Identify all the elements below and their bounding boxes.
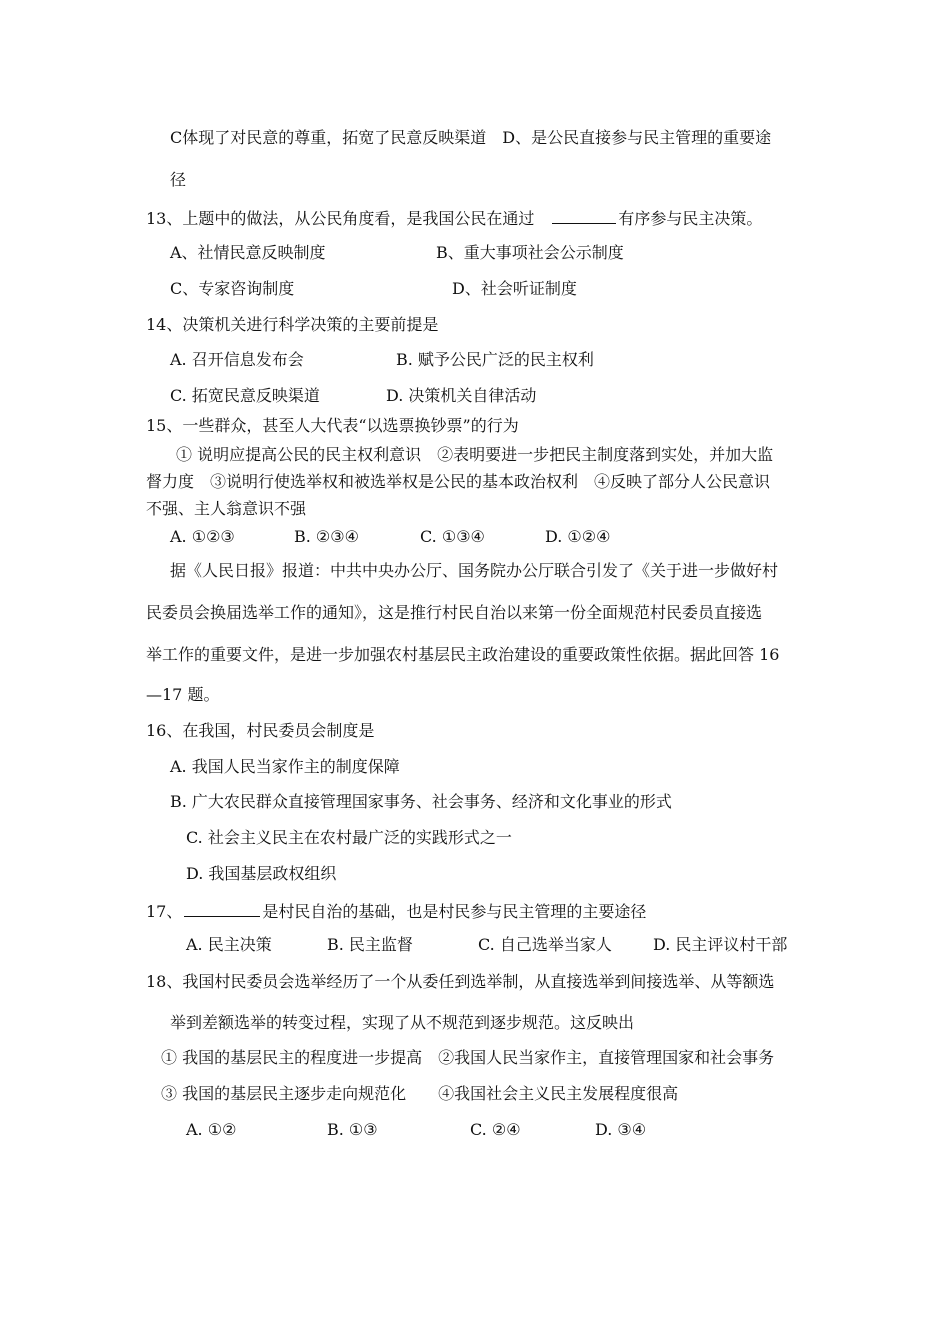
passage-line-1: 据《人民日报》报道：中共中央办公厅、国务院办公厅联合引发了《关于进一步做好村 xyxy=(170,561,779,580)
question-17-option-b: B. 民主监督 xyxy=(327,935,413,954)
question-16-option-b: B. 广大农民群众直接管理国家事务、社会事务、经济和文化事业的形式 xyxy=(170,792,672,811)
question-17-blank xyxy=(184,900,260,917)
question-14: 14、决策机关进行科学决策的主要前提是 xyxy=(146,315,439,334)
question-14-option-b: B. 赋予公民广泛的民主权利 xyxy=(396,350,594,369)
question-18-statements-1: ① 我国的基层民主的程度进一步提高 ②我国人民当家作主，直接管理国家和社会事务 xyxy=(161,1048,775,1067)
question-15: 15、一些群众，甚至人大代表“以选票换钞票”的行为 xyxy=(146,416,519,435)
question-14-option-c: C. 拓宽民意反映渠道 xyxy=(170,386,320,405)
question-13-text-before: 13、上题中的做法，从公民角度看，是我国公民在通过 xyxy=(146,209,535,228)
question-16: 16、在我国，村民委员会制度是 xyxy=(146,721,375,740)
question-14-option-d: D. 决策机关自律活动 xyxy=(386,386,537,405)
question-17-number: 17、 xyxy=(146,902,183,921)
question-13-blank xyxy=(552,207,616,224)
question-16-option-a: A. 我国人民当家作主的制度保障 xyxy=(170,757,400,776)
question-15-option-b: B. ②③④ xyxy=(294,527,359,546)
question-13 xyxy=(146,207,762,229)
question-13-text-after: 有序参与民主决策。 xyxy=(618,209,763,228)
question-16-option-c: C. 社会主义民主在农村最广泛的实践形式之一 xyxy=(186,828,512,847)
question-16-option-d: D. 我国基层政权组织 xyxy=(186,864,337,883)
question-15-statements-2: 督力度 ③说明行使选举权和被选举权是公民的基本政治权利 ④反映了部分人公民意识 xyxy=(146,472,771,491)
question-18-option-a: A. ①② xyxy=(186,1120,237,1139)
question-13-option-a: A、社情民意反映制度 xyxy=(170,243,326,262)
question-18-option-c: C. ②④ xyxy=(470,1120,521,1139)
question-17-option-d: D. 民主评议村干部 xyxy=(653,935,788,954)
question-18-option-b: B. ①③ xyxy=(327,1120,378,1139)
question-15-option-d: D. ①②④ xyxy=(545,527,611,546)
question-15-option-c: C. ①③④ xyxy=(420,527,485,546)
question-13-option-b: B、重大事项社会公示制度 xyxy=(436,243,624,262)
question-13-option-d: D、社会听证制度 xyxy=(452,279,577,298)
q12-option-c-d-line: C体现了对民意的尊重，拓宽了民意反映渠道 D、是公民直接参与民主管理的重要途 xyxy=(170,128,772,147)
q12-option-d-continuation: 径 xyxy=(170,170,187,189)
question-15-option-a: A. ①②③ xyxy=(170,527,235,546)
passage-line-2: 民委员会换届选举工作的通知》，这是推行村民自治以来第一份全面规范村民委员直接选 xyxy=(146,603,763,622)
question-17-option-c: C. 自己选举当家人 xyxy=(478,935,612,954)
question-15-statements-3: 不强、主人翁意识不强 xyxy=(146,499,307,518)
question-17 xyxy=(146,900,646,922)
question-13-option-c: C、专家咨询制度 xyxy=(170,279,295,298)
question-18-line-1: 18、我国村民委员会选举经历了一个从委任到选举制，从直接选举到间接选举、从等额选 xyxy=(146,972,775,991)
question-14-option-a: A. 召开信息发布会 xyxy=(170,350,304,369)
question-18-option-d: D. ③④ xyxy=(595,1120,647,1139)
question-17-text: 是村民自治的基础，也是村民参与民主管理的主要途径 xyxy=(262,902,647,921)
passage-line-4: —17 题。 xyxy=(146,685,220,704)
question-18-statements-2: ③ 我国的基层民主逐步走向规范化 ④我国社会主义民主发展程度很高 xyxy=(161,1084,679,1103)
passage-line-3: 举工作的重要文件，是进一步加强农村基层民主政治建设的重要政策性依据。据此回答 16 xyxy=(146,645,780,664)
question-17-option-a: A. 民主决策 xyxy=(186,935,272,954)
question-18-line-2: 举到差额选举的转变过程，实现了从不规范到逐步规范。这反映出 xyxy=(170,1013,635,1032)
question-15-statements-1: ① 说明应提高公民的民主权利意识 ②表明要进一步把民主制度落到实处，并加大监 xyxy=(176,445,774,464)
